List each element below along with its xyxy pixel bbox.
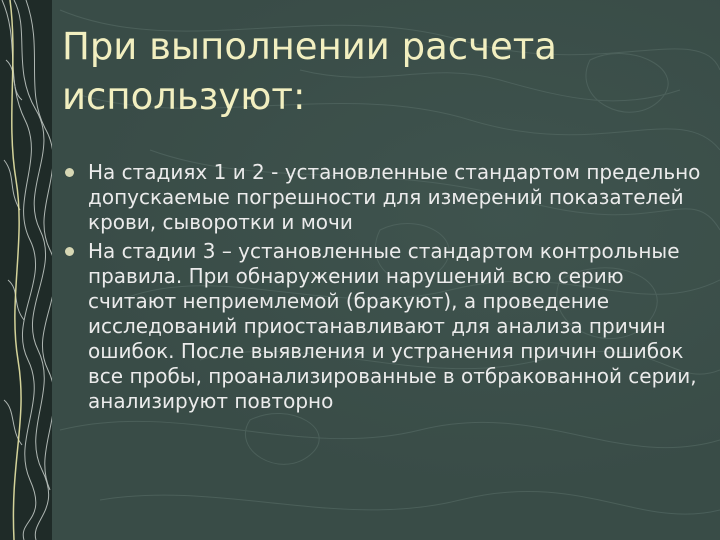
bullet-dot-icon: [65, 168, 74, 177]
bullet-dot-icon: [65, 247, 74, 256]
bullet-item-stages-1-2: [62, 160, 712, 235]
bullet-item-stage-3: [62, 239, 712, 414]
slide-title: При выполнении расчета используют:: [62, 25, 557, 118]
bullet-list: [62, 160, 712, 418]
bullet-text: На стадии 3 – установленные стандартом контрольные правила. При обнаружении нарушений всю серию считают неприемлемой (бракуют), а проведение исследований приостанавливают для анализа причин ошибок. После выявления и устранения причин ошибок все пробы, проанализированные в отбракованной серии, анализируют повторно: [88, 239, 697, 413]
decorative-left-strip: [0, 0, 52, 540]
bullet-text: На стадиях 1 и 2 - установленные стандартом предельно допускаемые погрешности для измерений показателей крови, сыворотки и мочи: [88, 160, 701, 234]
